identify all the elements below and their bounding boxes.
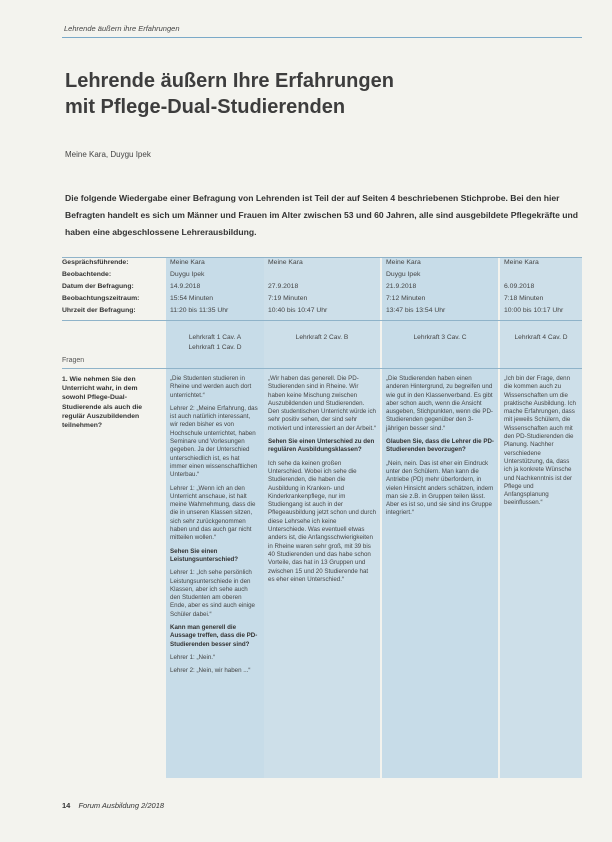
lehrkraft-label: Lehrkraft 1 Cav. A <box>188 334 242 341</box>
meta-label: Datum der Befragung: <box>62 283 134 290</box>
meta-value: 21.9.2018 <box>386 283 417 290</box>
meta-value: 15:54 Minuten <box>170 295 214 302</box>
answer-paragraph: Lehrer 2: „Meine Erfahrung, das ist auch natürlich interessant, wir reden bisher es von Hochschule unterrichtet, haben Seminare und Vorlesungen gegeben. Ja der Unterschied unterschiedlich ist, es hat immer einen wissenschaftlichen Unterbau.“ <box>170 404 258 479</box>
meta-value: Duygu Ipek <box>170 271 205 278</box>
interviewer-question: Sehen Sie einen Leistungsunterschied? <box>170 547 239 563</box>
meta-value: 10:40 bis 10:47 Uhr <box>268 307 328 314</box>
answer-paragraph: „Die Studenten studieren in Rheine und werden auch dort unterrichtet.“ <box>170 375 252 399</box>
title-line-1: Lehrende äußern Ihre Erfahrungen <box>65 70 394 92</box>
answer-cell-3 <box>386 375 494 523</box>
answer-cell-2 <box>268 375 376 589</box>
meta-value: 6.09.2018 <box>504 283 535 290</box>
lehrkraft-label: Lehrkraft 4 Cav. D <box>514 334 568 341</box>
running-header: Lehrende äußern ihre Erfahrungen <box>64 24 180 33</box>
page-number: 14 <box>62 801 71 810</box>
answer-paragraph: Lehrer 1: „Nein.“ <box>170 653 216 661</box>
meta-value: Meine Kara <box>504 259 539 266</box>
meta-value: 7:19 Minuten <box>268 295 308 302</box>
authors: Meine Kara, Duygu Ipek <box>65 150 151 159</box>
answer-paragraph: „Wir haben das generell. Die PD-Studierenden sind in Rheine. Wir haben keine Mischung zwischen Auszubildenden und Studierenden. Den studentischen Unterricht würde ich sehr positiv sehen, der sind sehr motiviert und interessiert an der Arbeit.“ <box>268 375 376 432</box>
meta-value: 13:47 bis 13:54 Uhr <box>386 307 446 314</box>
answer-paragraph: Lehrer 1: „Wenn ich an den Unterricht anschaue, ist halt meine Wahrnehmung, dass die die in unseren Klassen sitzen, sich sehr zurückgenommen haben und das auch gar nicht mitteilen wollen.“ <box>170 484 256 542</box>
meta-value: Meine Kara <box>268 259 303 266</box>
answer-cell-1 <box>170 375 258 681</box>
meta-row-observer <box>62 271 582 282</box>
lehrkraft-label: Lehrkraft 1 Cav. D <box>188 344 242 351</box>
meta-value: 14.9.2018 <box>170 283 201 290</box>
meta-value: Meine Kara <box>386 259 421 266</box>
answer-paragraph: Ich sehe da keinen großen Unterschied. Wobei ich sehe die Studierenden, die haben die Ausbildung in Kranken- und Kinderkrankenpflege, nur im Studiengang ist auch in der Pflegeausbildung jetzt schon und durch diese Lehrsehe ich keine Unterschiede. Was eventuell etwas anders ist, die Anfangsschwierigkeiten in Rheine waren sehr groß, mit 39 bis 40 Studierenden und das habe schon Vorteile, das hat in 13 Gruppen und zwischen 15 und 20 Studierende hat es eher einen Unterschied.“ <box>268 459 377 583</box>
meta-value: 27.9.2018 <box>268 283 299 290</box>
meta-value: 10:00 bis 10:17 Uhr <box>504 307 564 314</box>
header-rule <box>62 37 582 38</box>
answer-paragraph: „Die Studierenden haben einen anderen Hintergrund, zu begreifen und wie gut in den Klassenverband. Es gibt aber schon auch, wenn die Ansicht ausgeben, Stichpunkten, wenn die PD-Studierenden gegenüber den 3-jährigen besser sind.“ <box>386 375 493 432</box>
meta-value: 7:18 Minuten <box>504 295 544 302</box>
questions-rule <box>62 368 582 369</box>
meta-label: Beobachtende: <box>62 271 112 278</box>
interviewer-question: Sehen Sie einen Unterschied zu den regulären Ausbildungsklassen? <box>268 438 375 454</box>
page-footer <box>62 801 164 810</box>
survey-table <box>62 257 582 778</box>
lehrkraft-label: Lehrkraft 3 Cav. C <box>413 334 467 341</box>
meta-label: Uhrzeit der Befragung: <box>62 307 136 314</box>
meta-value: Duygu Ipek <box>386 271 421 278</box>
interviewer-question: Glauben Sie, dass die Lehrer die PD-Studierenden bevorzugen? <box>386 438 494 454</box>
publication-name: Forum Ausbildung 2/2018 <box>78 801 165 810</box>
lehrkraft-label: Lehrkraft 2 Cav. B <box>295 334 349 341</box>
title-line-2: mit Pflege-Dual-Studierenden <box>65 96 346 118</box>
meta-row-interviewer <box>62 259 582 270</box>
interviewer-question: Kann man generell die Aussage treffen, dass die PD-Studierenden besser sind? <box>170 624 258 648</box>
lead-paragraph: Die folgende Wiedergabe einer Befragung von Lehrenden ist Teil der auf Seiten 4 beschriebenen Stichprobe. Bei den hier Befragten handelt es sich um Männer und Frauen im Alter zwischen 53 und 60 Jahren, alle sind ausgebildete Pflegekräfte und haben eine abgeschlossene Lehrerausbildung. <box>65 193 579 237</box>
meta-row-date <box>62 283 582 294</box>
meta-label: Gesprächsführende: <box>62 259 129 266</box>
answer-cell-4 <box>504 375 578 513</box>
answer-paragraph: Lehrer 2: „Nein, wir haben ...“ <box>170 667 251 675</box>
meta-bottom-rule <box>62 320 582 321</box>
meta-value: Meine Kara <box>170 259 205 266</box>
question-text: 1. Wie nehmen Sie den Unterricht wahr, in dem sowohl Pflege-Dual-Studierende als auch die regulär Auszubildenden teilnehmen? <box>62 376 143 430</box>
table-top-rule <box>62 257 582 258</box>
meta-row-duration <box>62 295 582 306</box>
meta-row-time <box>62 307 582 318</box>
questions-label: Fragen <box>62 357 85 364</box>
answer-paragraph: „Ich bin der Frage, denn die kommen auch zu Wissenschaften um die praktische Ausbildung. Ich mache Erfahrungen, dass mit jeweils Schülern, die Wissenschaften auch mit den PD-Studierenden die Planung. Nachher verschiedene Unterstützung, da, dass ich ja konkrete Wünsche und Nachkenntnis ist der Pflege und Anfangsplanung beeinflussen.“ <box>504 375 576 507</box>
article-title <box>65 68 525 120</box>
answer-paragraph: Lehrer 1: „Ich sehe persönlich Leistungsunterschiede in den Klassen, aber ich sehe auch den Studenten am oberen Ende, aber es sind auch einige Schüler dabei.“ <box>170 569 255 618</box>
answer-paragraph: „Nein, nein. Das ist eher ein Eindruck unter den Schülern. Man kann die Antriebe (PD) mehr überfordern, in vielen Hinsicht anders schätzen, indem man sie z.B. in Gruppen teilen lässt. Aber es ist so, und sie sind ins Gruppe integriert.“ <box>386 459 494 517</box>
meta-value: 7:12 Minuten <box>386 295 426 302</box>
meta-label: Beobachtungszeitraum: <box>62 295 140 302</box>
meta-value: 11:20 bis 11:35 Uhr <box>170 307 229 314</box>
